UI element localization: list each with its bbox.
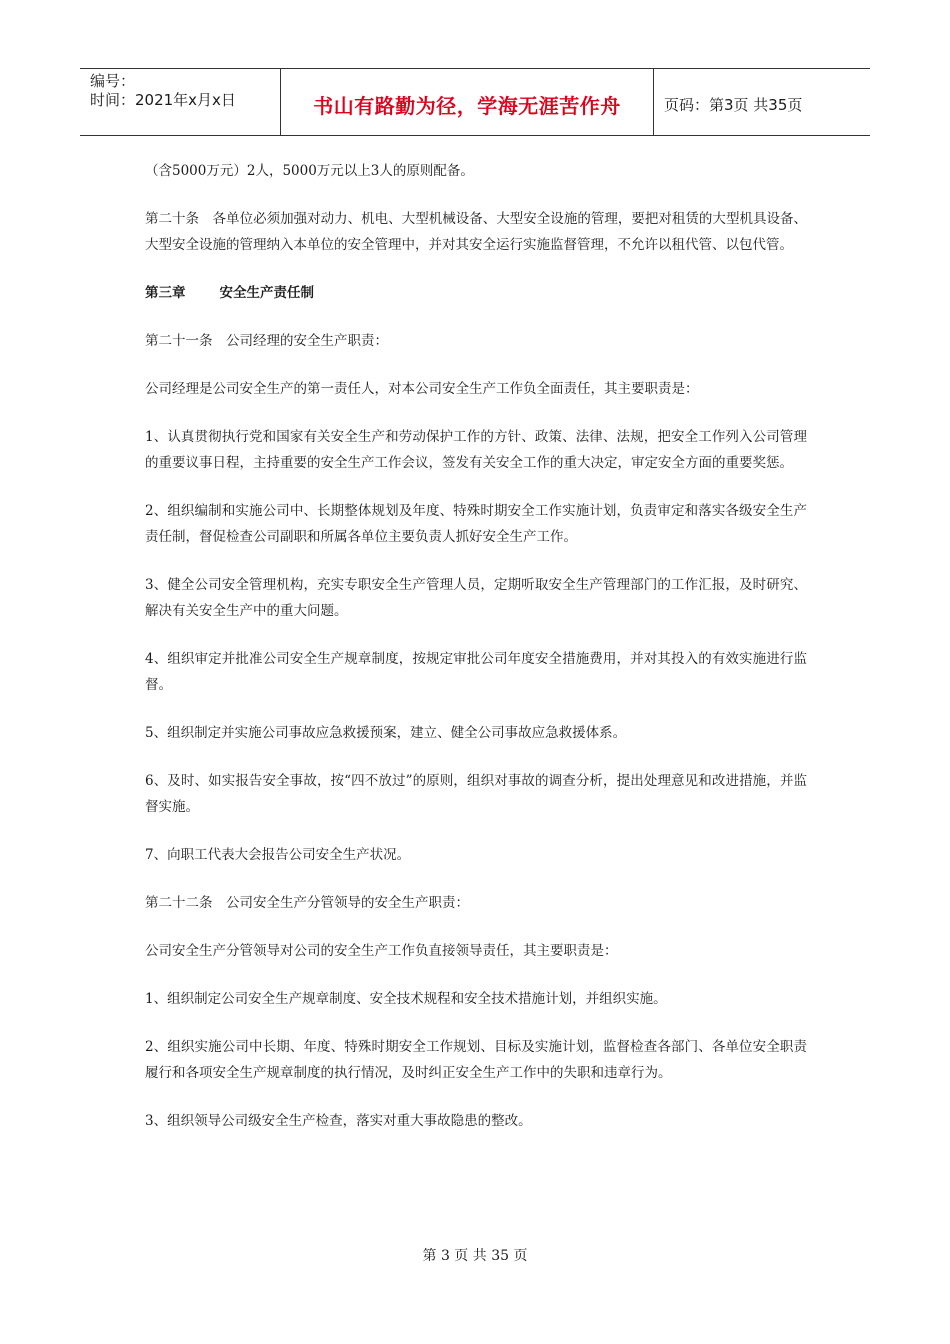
list-item: 3、健全公司安全管理机构，充实专职安全生产管理人员，定期听取安全生产管理部门的工作汇报，及时研究、解决有关安全生产中的重大问题。 xyxy=(145,577,807,619)
list-item: 7、向职工代表大会报告公司安全生产状况。 xyxy=(145,847,411,863)
paragraph: （含5000万元）2人，5000万元以上3人的原则配备。 xyxy=(145,163,474,179)
page-header xyxy=(80,68,870,136)
list-item: 5、组织制定并实施公司事故应急救援预案，建立、健全公司事故应急救援体系。 xyxy=(145,725,627,741)
list-item: 4、组织审定并批准公司安全生产规章制度，按规定审批公司年度安全措施费用，并对其投入的有效实施进行监督。 xyxy=(145,651,807,693)
header-motto: 书山有路勤为径，学海无涯苦作舟 xyxy=(313,93,621,118)
header-motto-cell xyxy=(281,69,654,135)
chapter-title: 安全生产责任制 xyxy=(219,285,314,301)
paragraph: 公司经理是公司安全生产的第一责任人，对本公司安全生产工作负全面责任，其主要职责是： xyxy=(145,381,699,397)
list-item: 3、组织领导公司级安全生产检查，落实对重大事故隐患的整改。 xyxy=(145,1113,532,1129)
list-item: 1、组织制定公司安全生产规章制度、安全技术规程和安全技术措施计划，并组织实施。 xyxy=(145,991,667,1007)
article-heading: 第二十二条 公司安全生产分管领导的安全生产职责： xyxy=(145,895,469,911)
list-item: 2、组织实施公司中长期、年度、特殊时期安全工作规划、目标及实施计划，监督检查各部门、各单位安全职责履行和各项安全生产规章制度的执行情况，及时纠正安全生产工作中的失职和违章行为。 xyxy=(145,1039,807,1081)
paragraph: 第二十条 各单位必须加强对动力、机电、大型机械设备、大型安全设施的管理，要把对租赁的大型机具设备、大型安全设施的管理纳入本单位的安全管理中，并对其安全运行实施监督管理，不允许以租代管、以包代管。 xyxy=(145,211,807,253)
document-body xyxy=(145,158,807,1156)
header-page-code: 页码：第3页 共35页 xyxy=(664,95,803,114)
document-number-label: 编号： xyxy=(90,72,136,90)
page-footer: 第 3 页 共 35 页 xyxy=(422,1248,528,1264)
header-meta xyxy=(80,69,281,135)
document-date: 时间：2021年x月x日 xyxy=(90,91,236,109)
list-item: 6、及时、如实报告安全事故，按“四不放过”的原则，组织对事故的调查分析，提出处理意见和改进措施，并监督实施。 xyxy=(145,773,807,815)
chapter-heading xyxy=(145,280,807,306)
list-item: 1、认真贯彻执行党和国家有关安全生产和劳动保护工作的方针、政策、法律、法规，把安全工作列入公司管理的重要议事日程，主持重要的安全生产工作会议，签发有关安全工作的重大决定，审定安全方面的重要奖惩。 xyxy=(145,429,807,471)
article-heading: 第二十一条 公司经理的安全生产职责： xyxy=(145,333,388,349)
list-item: 2、组织编制和实施公司中、长期整体规划及年度、特殊时期安全工作实施计划，负责审定和落实各级安全生产责任制，督促检查公司副职和所属各单位主要负责人抓好安全生产工作。 xyxy=(145,503,807,545)
paragraph: 公司安全生产分管领导对公司的安全生产工作负直接领导责任，其主要职责是： xyxy=(145,943,618,959)
chapter-number: 第三章 xyxy=(145,285,186,301)
